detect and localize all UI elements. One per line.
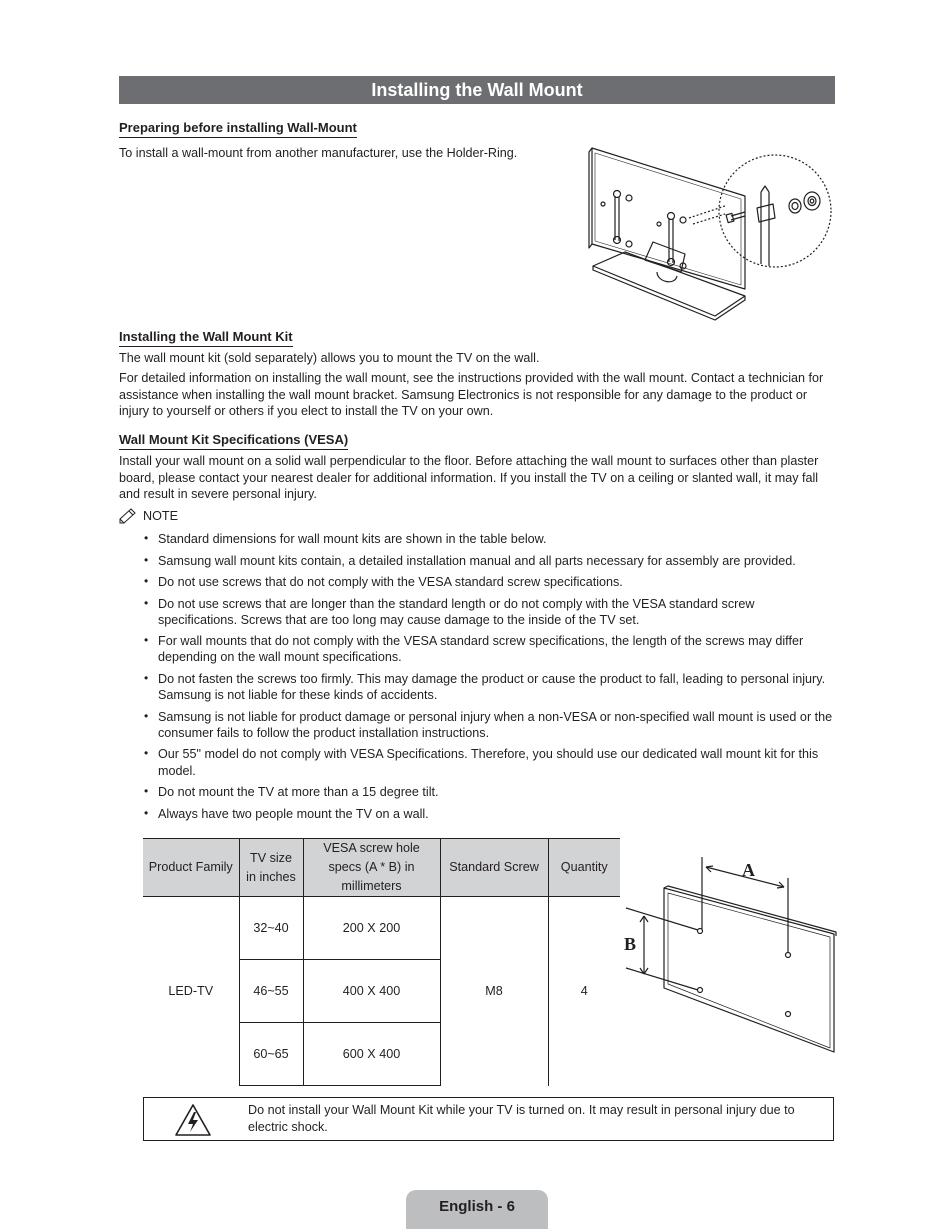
high-voltage-warning-icon: [174, 1103, 212, 1137]
list-item: • Do not use screws that are longer than the standard length or do not comply with the VESA standard screw specifications. Screws that are too long may cause damage to the inside of the TV set.: [144, 596, 836, 628]
page-number-tab: English - 6: [406, 1190, 548, 1229]
warning-box: [143, 1097, 834, 1141]
list-item: • Do not fasten the screws too firmly. This may damage the product or cause the product to fall, leading to personal injury. Samsung is not liable for these kinds of accidents.: [144, 671, 836, 703]
list-item: • For wall mounts that do not comply with the VESA standard screw specifications, the length of the screws may differ depending on the wall mount specifications.: [144, 633, 836, 665]
vesa-heading: Wall Mount Kit Specifications (VESA): [119, 432, 348, 450]
tv-size-cell: 32~40: [239, 897, 303, 960]
header-product-family: Product Family: [143, 839, 239, 897]
header-vesa-specs: VESA screw hole specs (A * B) in millimeters: [303, 839, 440, 897]
vesa-dimension-diagram: [622, 852, 838, 1058]
vesa-text: Install your wall mount on a solid wall perpendicular to the floor. Before attaching the wall mount to surfaces other than plaster board, please contact your nearest dealer for additional information. If you install the TV on a ceiling or slanted wall, it may fall and result in severe personal injury.: [119, 454, 819, 502]
warning-text: Do not install your Wall Mount Kit while your TV is turned on. It may result in personal injury due to electric shock.: [248, 1103, 795, 1134]
page-title: Installing the Wall Mount: [119, 76, 835, 104]
kit-paragraph-2: For detailed information on installing the wall mount, see the instructions provided with the wall mount. Contact a technician for assistance when installing the wall mount bracket. Samsung Electronics is not responsible for any damage to the product or injury to yourself or others if you elect to install the TV on your own.: [119, 371, 824, 419]
header-tv-size: TV size in inches: [239, 839, 303, 897]
standard-screw-cell: M8: [440, 897, 548, 1086]
list-item: • Standard dimensions for wall mount kits are shown in the table below.: [144, 531, 836, 547]
list-item: • Samsung wall mount kits contain, a detailed installation manual and all parts necessary for assembly are provided.: [144, 553, 836, 569]
vesa-spec-table: [143, 838, 620, 1086]
pencil-icon: [119, 507, 137, 525]
note-label-row: [119, 507, 178, 525]
kit-heading: Installing the Wall Mount Kit: [119, 329, 293, 347]
tv-size-cell: 60~65: [239, 1023, 303, 1086]
holder-ring-illustration: [585, 144, 835, 322]
list-item: • Our 55" model do not comply with VESA Specifications. Therefore, you should use our dedicated wall mount kit for this model.: [144, 746, 836, 778]
table-header-row: [143, 839, 620, 897]
header-quantity: Quantity: [548, 839, 620, 897]
product-family-cell: LED-TV: [168, 984, 214, 999]
quantity-cell: 4: [548, 897, 620, 1086]
list-item: • Samsung is not liable for product damage or personal injury when a non-VESA or non-specified wall mount is used or the consumer fails to follow the product installation instructions.: [144, 709, 836, 741]
vesa-spec-cell: 400 X 400: [303, 960, 440, 1023]
list-item: • Always have two people mount the TV on a wall.: [144, 806, 836, 822]
vesa-spec-cell: 200 X 200: [303, 897, 440, 960]
list-item: • Do not use screws that do not comply with the VESA standard screw specifications.: [144, 574, 836, 590]
dimension-label-b: B: [624, 934, 637, 954]
tv-size-cell: 46~55: [239, 960, 303, 1023]
preparing-text: To install a wall-mount from another manufacturer, use the Holder-Ring.: [119, 146, 518, 160]
list-item: • Do not mount the TV at more than a 15 degree tilt.: [144, 784, 836, 800]
header-standard-screw: Standard Screw: [440, 839, 548, 897]
dimension-label-a: A: [742, 860, 755, 880]
note-list: [144, 531, 836, 827]
preparing-heading: Preparing before installing Wall-Mount: [119, 120, 357, 138]
note-label: NOTE: [143, 509, 178, 523]
kit-paragraph-1: The wall mount kit (sold separately) allows you to mount the TV on the wall.: [119, 351, 540, 365]
table-row: [143, 897, 620, 960]
vesa-spec-cell: 600 X 400: [303, 1023, 440, 1086]
